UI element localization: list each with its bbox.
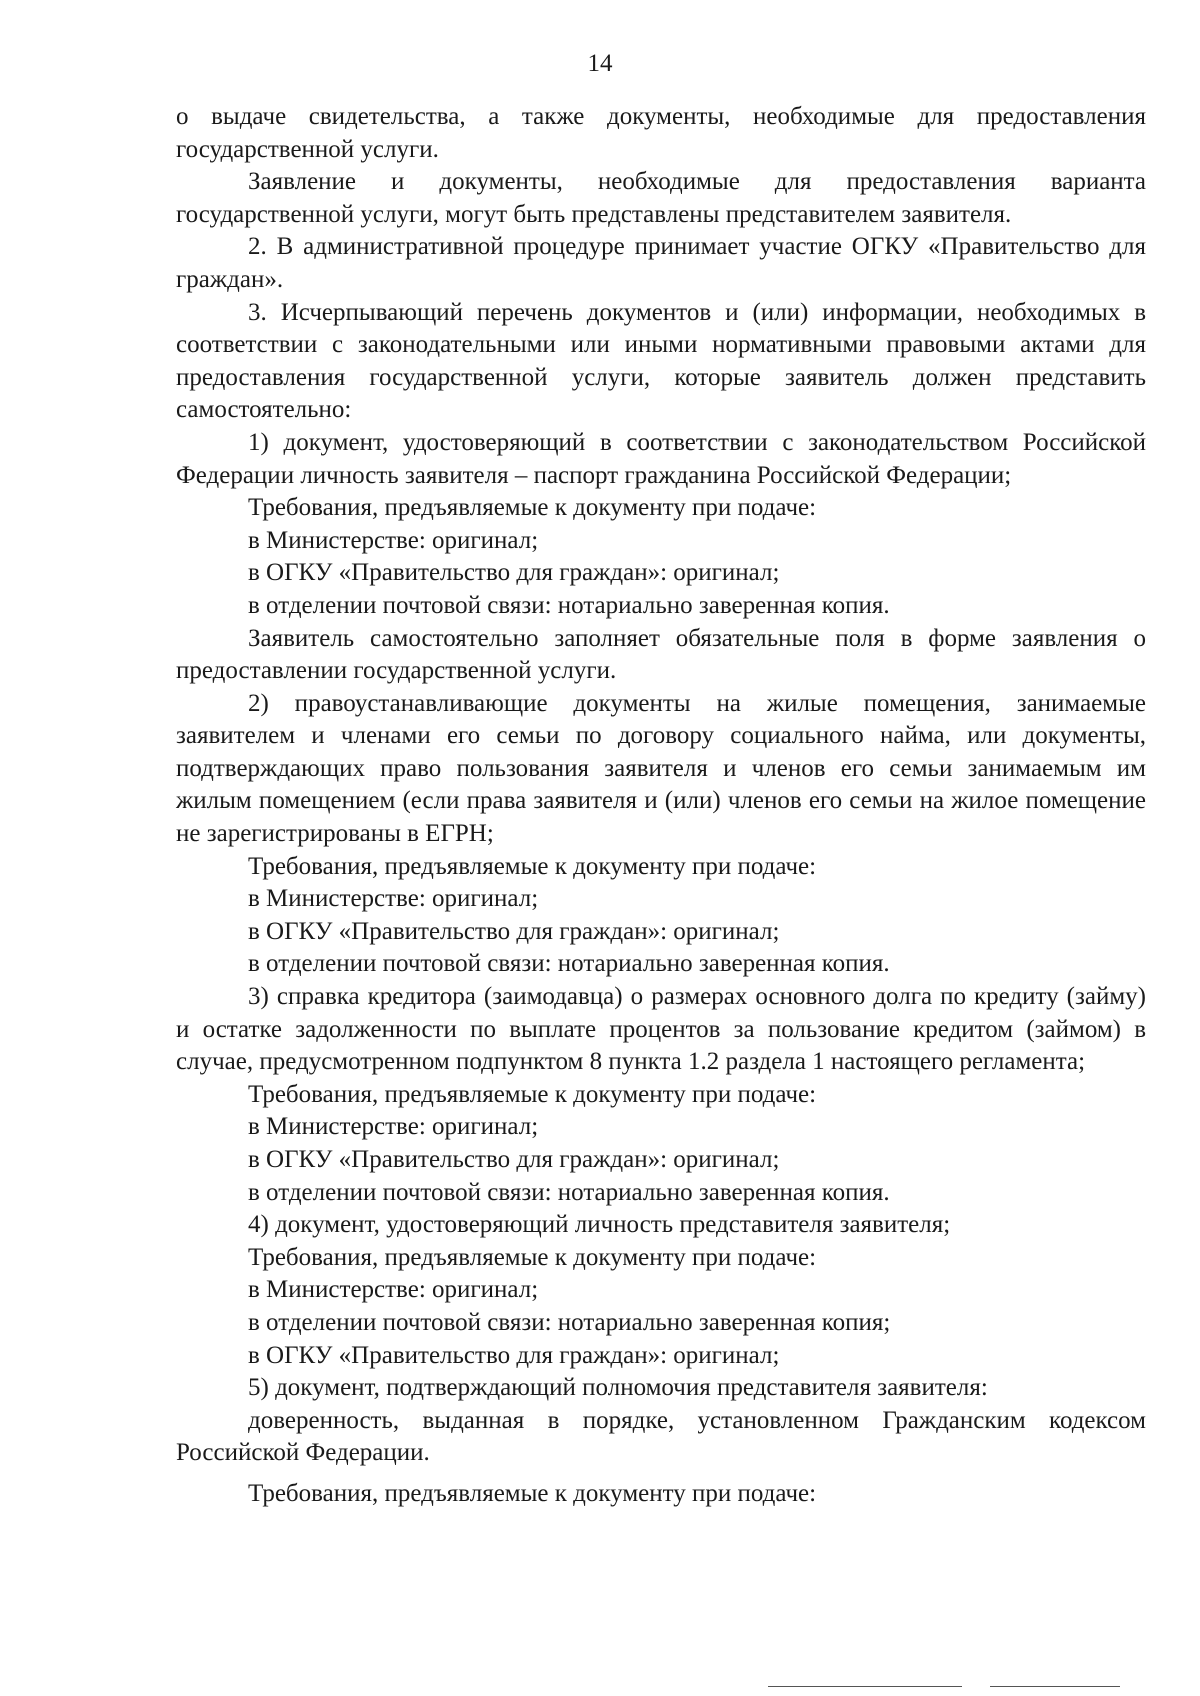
requirement-line: в отделении почтовой связи: нотариально заверенная копия. (248, 1178, 890, 1206)
requirements-heading: Требования, предъявляемые к документу при подаче: (248, 494, 817, 522)
requirement-line: в отделении почтовой связи: нотариально заверенная копия. (248, 591, 890, 619)
paragraph: 3. Исчерпывающий перечень документов и (или) информации, необходимых в соответствии с законодательными или иными нормативными правовыми актами для предоставления государственной услуги, которые заявитель должен представить самостоятельно: (176, 298, 1146, 424)
footer-rule (768, 1686, 962, 1687)
requirements-heading: Требования, предъявляемые к документу при подаче: (248, 852, 817, 880)
footer-rule (990, 1686, 1120, 1687)
requirement-line: в отделении почтовой связи: нотариально заверенная копия; (248, 1308, 891, 1336)
requirements-heading: Требования, предъявляемые к документу при подаче: (248, 1479, 817, 1507)
document-body (176, 101, 1146, 1511)
requirements-heading: Требования, предъявляемые к документу при подаче: (248, 1243, 817, 1271)
requirements-heading: Требования, предъявляемые к документу при подаче: (248, 1080, 817, 1108)
paragraph: доверенность, выданная в порядке, установленном Гражданским кодексом Российской Федерации. (176, 1406, 1146, 1467)
requirement-line: в Министерстве: оригинал; (248, 885, 539, 913)
list-item: 2) правоустанавливающие документы на жилые помещения, занимаемые заявителем и членами его семьи по договору социального найма, или документы, подтверждающих право пользования заявителя и членов его семьи занимаемым им жилым помещением (если права заявителя и (или) членов его семьи на жилое помещение не зарегистрированы в ЕГРН; (176, 689, 1146, 848)
requirement-line: в Министерстве: оригинал; (248, 526, 539, 554)
list-item: 4) документ, удостоверяющий личность представителя заявителя; (248, 1211, 951, 1239)
paragraph: Заявление и документы, необходимые для предоставления варианта государственной услуги, могут быть представлены представителем заявителя. (176, 168, 1146, 228)
paragraph: о выдаче свидетельства, а также документы, необходимые для предоставления государственной услуги. (176, 103, 1146, 163)
requirement-line: в ОГКУ «Правительство для граждан»: оригинал; (248, 917, 780, 945)
list-item: 1) документ, удостоверяющий в соответствии с законодательством Российской Федерации личность заявителя – паспорт гражданина Российской Федерации; (176, 428, 1146, 489)
page-number: 14 (587, 50, 613, 77)
requirement-line: в ОГКУ «Правительство для граждан»: оригинал; (248, 1341, 780, 1369)
paragraph: Заявитель самостоятельно заполняет обязательные поля в форме заявления о предоставлении государственной услуги. (176, 624, 1146, 685)
requirement-line: в Министерстве: оригинал; (248, 1113, 539, 1141)
list-item: 5) документ, подтверждающий полномочия представителя заявителя: (248, 1374, 988, 1402)
requirement-line: в Министерстве: оригинал; (248, 1276, 539, 1304)
requirement-line: в ОГКУ «Правительство для граждан»: оригинал; (248, 559, 780, 587)
paragraph: 2. В административной процедуре принимает участие ОГКУ «Правительство для граждан». (176, 233, 1146, 293)
requirement-line: в отделении почтовой связи: нотариально заверенная копия. (248, 950, 890, 978)
list-item: 3) справка кредитора (заимодавца) о размерах основного долга по кредиту (займу) и остатке задолженности по выплате процентов за пользование кредитом (займом) в случае, предусмотренном подпунктом 8 пункта 1.2 раздела 1 настоящего регламента; (176, 983, 1146, 1076)
requirement-line: в ОГКУ «Правительство для граждан»: оригинал; (248, 1146, 780, 1173)
